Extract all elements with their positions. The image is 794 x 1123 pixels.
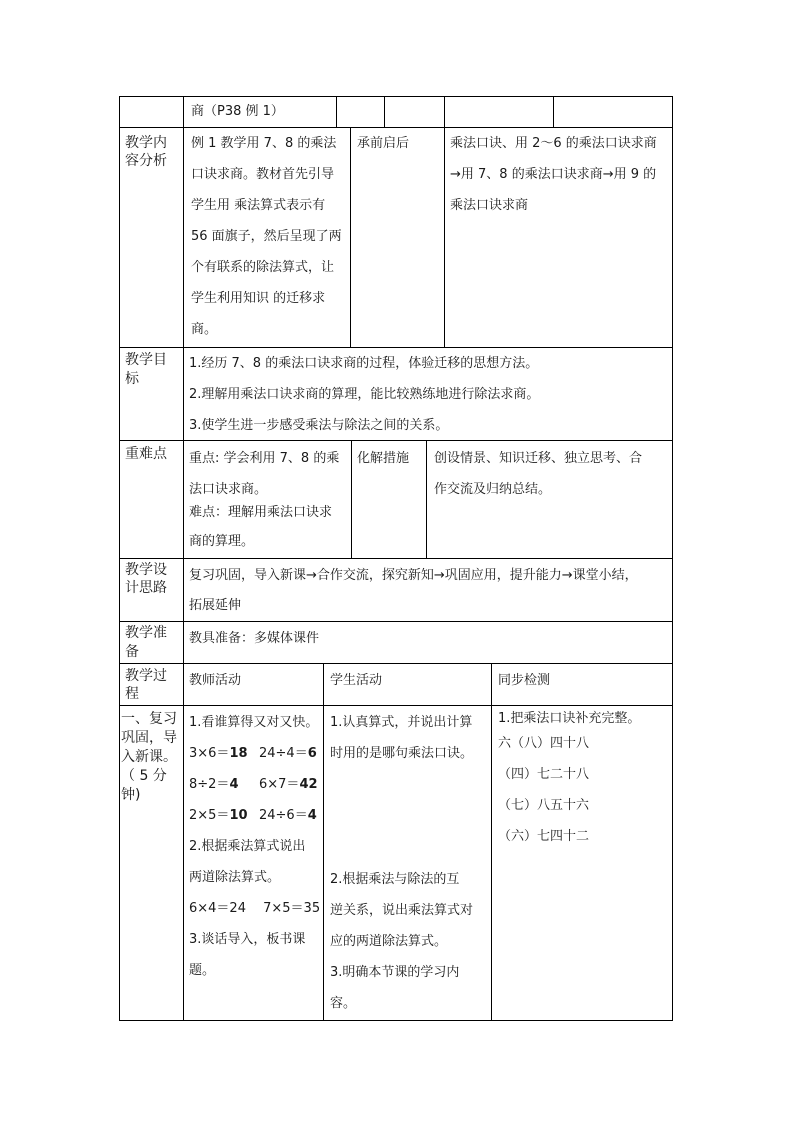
col-divider (426, 440, 427, 558)
row-divider (119, 663, 673, 664)
lesson-title-cell: 商（P38 例 1） (191, 104, 284, 119)
col-divider (350, 127, 351, 347)
key-mid-label: 化解措施 (357, 451, 410, 466)
equation-row: 6×7＝42 (259, 777, 318, 792)
col-divider (351, 440, 352, 558)
col-divider (444, 127, 445, 347)
col-divider (444, 96, 445, 127)
equation-row: 8÷2＝4 (189, 777, 239, 792)
list-item: 3.使学生进一步感受乘法与除法之间的关系。 (189, 418, 449, 433)
col-header-teacher: 教师活动 (189, 673, 242, 688)
col-divider (384, 96, 385, 127)
list-item: 2.理解用乘法口诀求商的算理，能比较熟练地进行除法求商。 (189, 387, 540, 402)
row-divider (119, 558, 673, 559)
equation-row: 2×5＝10 (189, 808, 248, 823)
col-divider (323, 663, 324, 1021)
col-divider (491, 663, 492, 1021)
equation-row: 3×6＝18 (189, 746, 248, 761)
col-divider (336, 96, 337, 127)
label-column-divider (183, 96, 184, 1021)
col-header-student: 学生活动 (330, 673, 383, 688)
equation-row: 24÷6＝4 (259, 808, 317, 823)
col-header-check: 同步检测 (498, 673, 551, 688)
row-divider (119, 621, 673, 622)
analysis-mid-label: 承前启后 (357, 136, 410, 151)
equation-row: 24÷4＝6 (259, 746, 317, 761)
key-heading: 重难点 (125, 446, 167, 462)
col-divider (553, 96, 554, 127)
prep-content: 教具准备：多媒体课件 (189, 631, 320, 646)
list-item: 1.经历 7、8 的乘法口诀求商的过程，体验迁移的思想方法。 (189, 356, 539, 371)
